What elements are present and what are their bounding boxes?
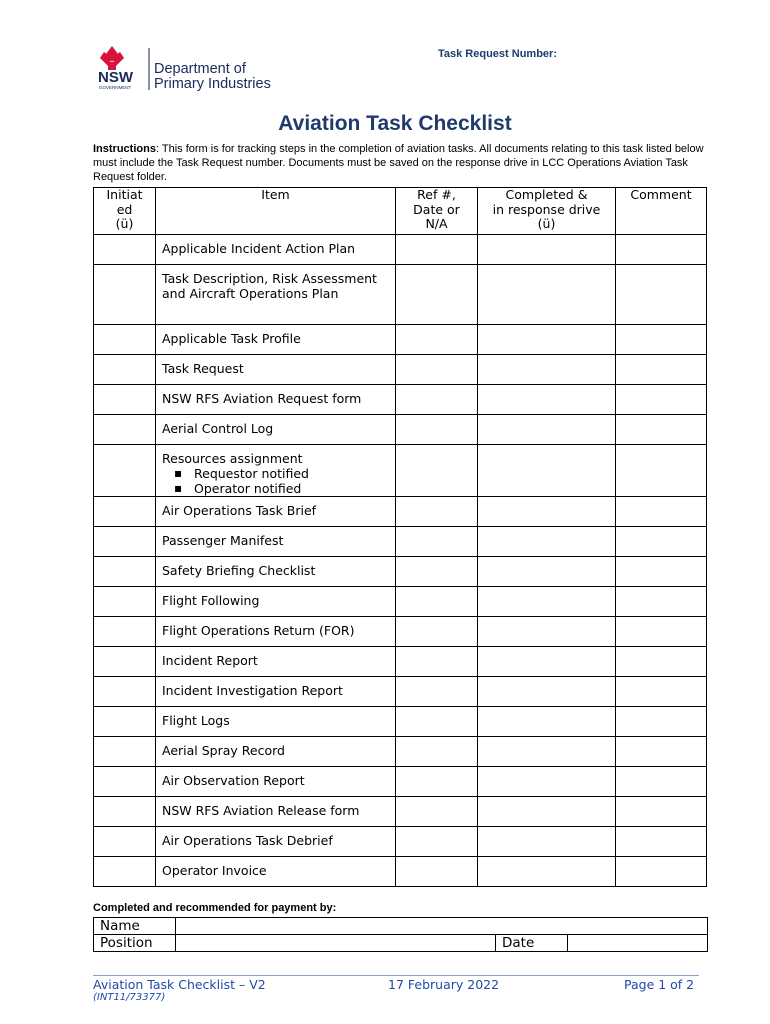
item-cell [156, 737, 396, 767]
ref-cell[interactable] [396, 355, 478, 385]
initiated-cell[interactable] [94, 325, 156, 355]
completed-cell[interactable] [478, 827, 616, 857]
col-ref: Ref #, Date or N/A [396, 188, 478, 235]
item-cell [156, 355, 396, 385]
item-cell [156, 557, 396, 587]
completed-cell[interactable] [478, 587, 616, 617]
completed-cell[interactable] [478, 497, 616, 527]
sub-list-item: ▪ Requestor notified [194, 466, 389, 481]
table-row [94, 587, 707, 617]
item-cell [156, 527, 396, 557]
table-row [94, 415, 707, 445]
item-cell [156, 647, 396, 677]
position-field[interactable] [176, 935, 496, 952]
government-wordmark: GOVERNMENT [99, 85, 132, 90]
signoff-position-row [94, 935, 708, 952]
signoff-name-row [94, 918, 708, 935]
ref-cell[interactable] [396, 737, 478, 767]
completed-cell[interactable] [478, 355, 616, 385]
comment-cell[interactable] [616, 355, 707, 385]
item-label: Aerial Control Log [162, 421, 274, 436]
instructions [93, 142, 705, 184]
table-row [94, 355, 707, 385]
date-field[interactable] [568, 935, 708, 952]
col-initiated: Initiat ed (ü) [94, 188, 156, 235]
table-row [94, 445, 707, 497]
item-cell [156, 767, 396, 797]
completed-cell[interactable] [478, 265, 616, 325]
initiated-cell[interactable] [94, 497, 156, 527]
ref-cell[interactable] [396, 527, 478, 557]
item-cell [156, 587, 396, 617]
completed-cell[interactable] [478, 325, 616, 355]
ref-cell[interactable] [396, 797, 478, 827]
department-line1: Department of [154, 61, 246, 77]
checklist-table [93, 187, 707, 887]
ref-cell[interactable] [396, 677, 478, 707]
initiated-cell[interactable] [94, 707, 156, 737]
initiated-cell[interactable] [94, 617, 156, 647]
completed-cell[interactable] [478, 797, 616, 827]
item-label: NSW RFS Aviation Request form [162, 391, 362, 406]
ref-cell[interactable] [396, 497, 478, 527]
item-label: Flight Logs [162, 713, 230, 728]
initiated-cell[interactable] [94, 587, 156, 617]
completed-cell[interactable] [478, 385, 616, 415]
table-row [94, 527, 707, 557]
initiated-cell[interactable] [94, 737, 156, 767]
comment-cell[interactable] [616, 415, 707, 445]
table-row [94, 557, 707, 587]
table-row [94, 827, 707, 857]
comment-cell[interactable] [616, 557, 707, 587]
completed-cell[interactable] [478, 445, 616, 497]
ref-cell[interactable] [396, 445, 478, 497]
ref-cell[interactable] [396, 385, 478, 415]
item-label: Operator Invoice [162, 863, 267, 878]
item-cell [156, 617, 396, 647]
completed-cell[interactable] [478, 527, 616, 557]
ref-cell[interactable] [396, 557, 478, 587]
completed-cell[interactable] [478, 857, 616, 887]
item-label: Aerial Spray Record [162, 743, 285, 758]
initiated-cell[interactable] [94, 355, 156, 385]
initiated-cell[interactable] [94, 857, 156, 887]
comment-cell[interactable] [616, 827, 707, 857]
comment-cell[interactable] [616, 797, 707, 827]
initiated-cell[interactable] [94, 827, 156, 857]
footer-page: Page 1 of 2 [624, 977, 695, 992]
name-field[interactable] [176, 918, 708, 935]
ref-cell[interactable] [396, 857, 478, 887]
initiated-cell[interactable] [94, 647, 156, 677]
comment-cell[interactable] [616, 527, 707, 557]
comment-cell[interactable] [616, 857, 707, 887]
ref-cell[interactable] [396, 587, 478, 617]
col-comment: Comment [616, 188, 707, 235]
table-row [94, 325, 707, 355]
item-label: Applicable Task Profile [162, 331, 301, 346]
initiated-cell[interactable] [94, 415, 156, 445]
comment-cell[interactable] [616, 767, 707, 797]
task-request-number-label: Task Request Number: [438, 48, 557, 60]
signoff-table [93, 917, 708, 952]
item-label: Passenger Manifest [162, 533, 284, 548]
table-row [94, 497, 707, 527]
completed-cell[interactable] [478, 737, 616, 767]
department-line2: Primary Industries [154, 76, 271, 92]
nsw-wordmark: NSW [98, 69, 133, 86]
table-row [94, 737, 707, 767]
name-label: Name [94, 918, 176, 935]
item-cell [156, 857, 396, 887]
initiated-cell[interactable] [94, 797, 156, 827]
table-row [94, 617, 707, 647]
ref-cell[interactable] [396, 647, 478, 677]
item-cell [156, 827, 396, 857]
comment-cell[interactable] [616, 737, 707, 767]
item-label: NSW RFS Aviation Release form [162, 803, 360, 818]
ref-cell[interactable] [396, 617, 478, 647]
completed-cell[interactable] [478, 617, 616, 647]
footer-divider [93, 975, 699, 976]
table-row [94, 385, 707, 415]
item-label: Air Operations Task Brief [162, 503, 317, 518]
col-item: Item [156, 188, 396, 235]
comment-cell[interactable] [616, 325, 707, 355]
item-label: Air Operations Task Debrief [162, 833, 333, 848]
table-row [94, 265, 707, 325]
item-cell [156, 385, 396, 415]
footer-doc-title: Aviation Task Checklist – V2 [93, 977, 266, 992]
ref-cell[interactable] [396, 325, 478, 355]
waratah-icon [98, 44, 152, 92]
comment-cell[interactable] [616, 707, 707, 737]
item-label: Safety Briefing Checklist [162, 563, 316, 578]
comment-cell[interactable] [616, 235, 707, 265]
item-cell [156, 445, 396, 497]
comment-cell[interactable] [616, 677, 707, 707]
comment-cell[interactable] [616, 647, 707, 677]
sub-list-item: ▪ Operator notified [194, 481, 389, 496]
initiated-cell[interactable] [94, 265, 156, 325]
completed-cell[interactable] [478, 707, 616, 737]
item-cell [156, 677, 396, 707]
completed-cell[interactable] [478, 557, 616, 587]
table-row [94, 857, 707, 887]
comment-cell[interactable] [616, 497, 707, 527]
completed-cell[interactable] [478, 767, 616, 797]
initiated-cell[interactable] [94, 767, 156, 797]
completed-cell[interactable] [478, 647, 616, 677]
ref-cell[interactable] [396, 235, 478, 265]
signoff-heading: Completed and recommended for payment by: [93, 902, 337, 914]
ref-cell[interactable] [396, 415, 478, 445]
ref-cell[interactable] [396, 767, 478, 797]
initiated-cell[interactable] [94, 385, 156, 415]
comment-cell[interactable] [616, 385, 707, 415]
item-label: Incident Report [162, 653, 258, 668]
item-label: Task Request [162, 361, 244, 376]
comment-cell[interactable] [616, 617, 707, 647]
item-label: Flight Operations Return (FOR) [162, 623, 355, 638]
table-row [94, 677, 707, 707]
initiated-cell[interactable] [94, 557, 156, 587]
comment-cell[interactable] [616, 587, 707, 617]
col-completed: Completed & in response drive (ü) [478, 188, 616, 235]
item-label: Resources assignment [162, 451, 303, 466]
table-row [94, 707, 707, 737]
ref-cell[interactable] [396, 827, 478, 857]
comment-cell[interactable] [616, 445, 707, 497]
table-row [94, 235, 707, 265]
comment-cell[interactable] [616, 265, 707, 325]
department-name [154, 62, 271, 92]
table-row [94, 767, 707, 797]
item-cell [156, 797, 396, 827]
completed-cell[interactable] [478, 415, 616, 445]
ref-cell[interactable] [396, 707, 478, 737]
item-cell [156, 707, 396, 737]
initiated-cell[interactable] [94, 235, 156, 265]
completed-cell[interactable] [478, 235, 616, 265]
footer-doc-ref: (INT11/73377) [93, 992, 166, 1003]
dpi-logo [98, 44, 298, 92]
initiated-cell[interactable] [94, 445, 156, 497]
initiated-cell[interactable] [94, 677, 156, 707]
item-label: Applicable Incident Action Plan [162, 241, 356, 256]
sub-list [162, 466, 389, 496]
position-label: Position [94, 935, 176, 952]
item-cell [156, 235, 396, 265]
item-label: Air Observation Report [162, 773, 305, 788]
item-cell [156, 497, 396, 527]
header-row [94, 188, 707, 235]
page-title: Aviation Task Checklist [278, 112, 512, 135]
instructions-label: Instructions [93, 143, 156, 155]
table-row [94, 797, 707, 827]
instructions-text: : This form is for tracking steps in the completion of aviation tasks. All documents relating to this task listed below must include the Task Request number. Documents must be saved on the response drive in LCC Operations Aviation Task Request folder. [93, 143, 704, 183]
item-cell [156, 325, 396, 355]
initiated-cell[interactable] [94, 527, 156, 557]
footer-date: 17 February 2022 [388, 977, 500, 992]
completed-cell[interactable] [478, 677, 616, 707]
ref-cell[interactable] [396, 265, 478, 325]
item-cell [156, 415, 396, 445]
table-row [94, 647, 707, 677]
item-cell [156, 265, 396, 325]
date-label: Date [496, 935, 568, 952]
item-label: Incident Investigation Report [162, 683, 343, 698]
item-label: Flight Following [162, 593, 260, 608]
item-label: Task Description, Risk Assessment and Aircraft Operations Plan [162, 271, 377, 301]
